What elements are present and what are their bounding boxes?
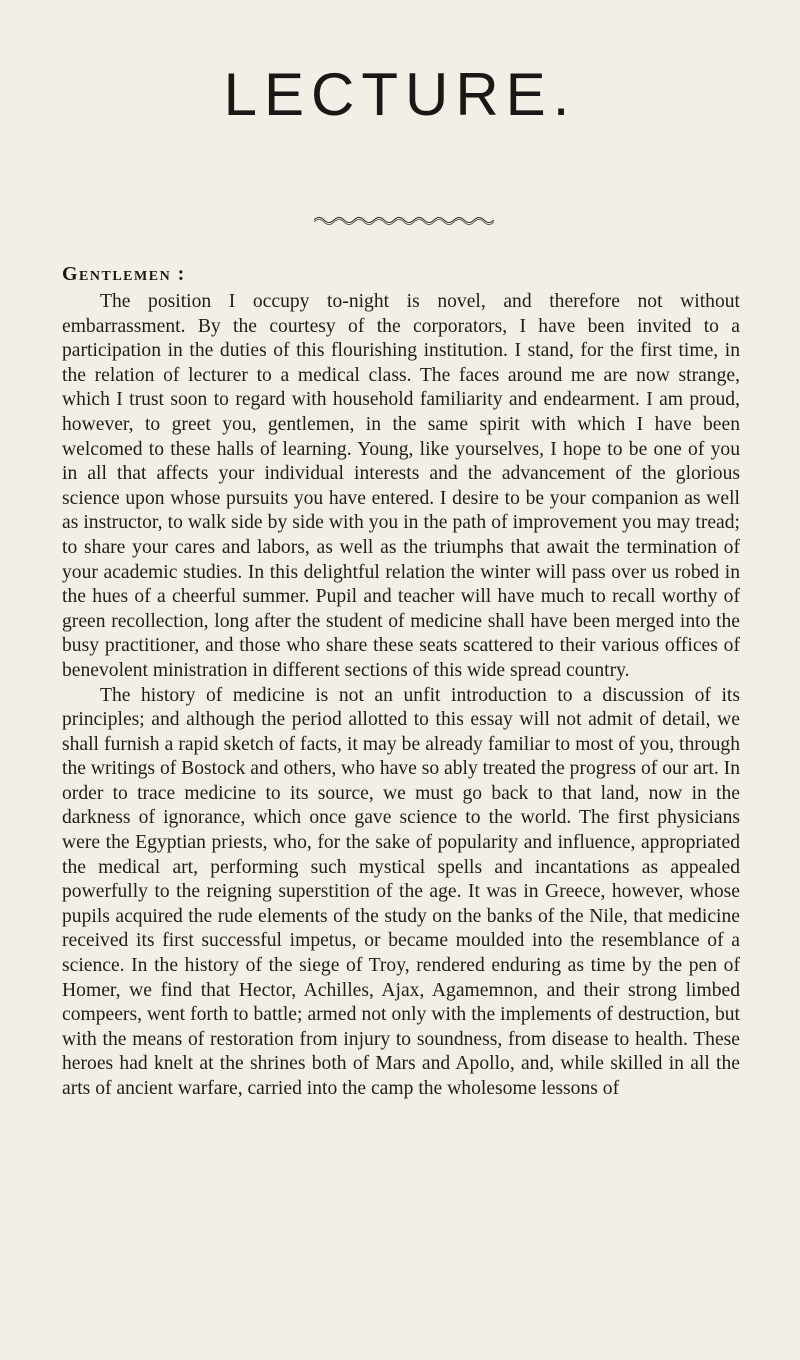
lecture-body bbox=[62, 290, 740, 1102]
paragraph-2: The history of medicine is not an unfit introduction to a discussion of its principles; and although the period allotted to this essay will not admit of detail, we shall furnish a rapid sketch of facts, it may be already familiar to most of you, through the writings of Bostock and others, who have so ably treated the progress of our art. In order to trace medicine to its source, we must go back to that land, now in the darkness of ignorance, which once gave science to the world. The first physicians were the Egyptian priests, who, for the sake of popularity and influence, appropriated the medical art, performing such mystical spells and incantations as appealed powerfully to the reigning superstition of the age. It was in Greece, however, whose pupils acquired the rude elements of the study on the banks of the Nile, that medicine received its first successful impetus, or became moulded into the resemblance of a science. In the history of the siege of Troy, rendered enduring as time by the pen of Homer, we find that Hector, Achilles, Ajax, Agamemnon, and their strong limbed compeers, went forth to battle; armed not only with the implements of destruction, but with the means of restoration from injury to soundness, from disease to health. These heroes had knelt at the shrines both of Mars and Apollo, and, while skilled in all the arts of ancient warfare, carried into the camp the wholesome lessons of bbox=[62, 684, 740, 1099]
paragraph-1: The position I occupy to-night is novel, and therefore not without embarrassment. By the courtesy of the corporators, I have been invited to a participation in the duties of this flourishing institution. I stand, for the first time, in the relation of lecturer to a medical class. The faces around me are now strange, which I trust soon to regard with household familiarity and endearment. I am proud, however, to greet you, gentlemen, in the same spirit with which I have been welcomed to these halls of learning. Young, like yourselves, I hope to be one of you in all that affects your individual interests and the advancement of the glorious science upon whose pursuits you have entered. I desire to be your companion as well as instructor, to walk side by side with you in the path of improvement you may tread; to share your cares and labors, as well as the triumphs that await the termination of your academic studies. In this delightful relation the winter will pass over us robed in the hues of a cheerful summer. Pupil and teacher will have much to recall worthy of green recollection, long after the student of medicine shall have been merged into the busy practitioner, and those who share these seats scattered to their various offices of benevolent ministration in different sections of this wide spread country. bbox=[62, 291, 740, 681]
page-title: LECTURE. bbox=[223, 61, 577, 128]
salutation: Gentlemen : bbox=[62, 263, 186, 285]
wavy-rule-ornament bbox=[314, 212, 494, 226]
